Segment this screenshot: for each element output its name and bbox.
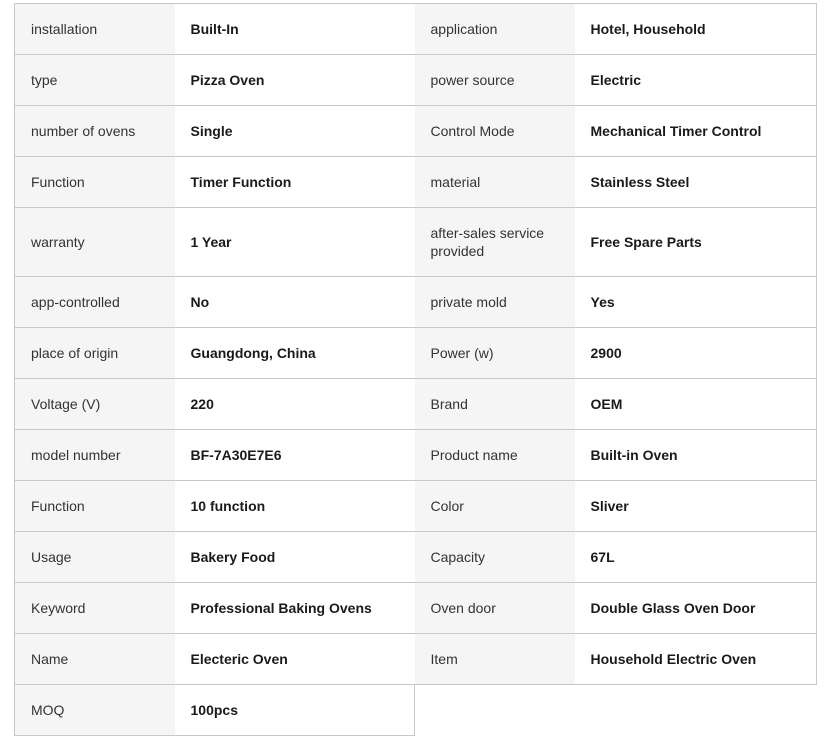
spec-value: Timer Function xyxy=(175,157,415,208)
spec-value: Single xyxy=(175,106,415,157)
spec-label: MOQ xyxy=(15,685,175,736)
spec-row xyxy=(15,685,817,736)
spec-label: installation xyxy=(15,4,175,55)
spec-label: Power (w) xyxy=(415,328,575,379)
spec-value: Bakery Food xyxy=(175,532,415,583)
spec-row xyxy=(15,379,817,430)
spec-row xyxy=(15,4,817,55)
spec-value: Electeric Oven xyxy=(175,634,415,685)
spec-value: 1 Year xyxy=(175,208,415,277)
spec-value: Professional Baking Ovens xyxy=(175,583,415,634)
spec-label: Function xyxy=(15,481,175,532)
spec-row xyxy=(15,634,817,685)
spec-row xyxy=(15,277,817,328)
spec-row xyxy=(15,583,817,634)
spec-row xyxy=(15,532,817,583)
spec-label: Usage xyxy=(15,532,175,583)
spec-label: Oven door xyxy=(415,583,575,634)
spec-row xyxy=(15,430,817,481)
spec-label: Item xyxy=(415,634,575,685)
spec-label: power source xyxy=(415,55,575,106)
spec-label: Capacity xyxy=(415,532,575,583)
spec-value: BF-7A30E7E6 xyxy=(175,430,415,481)
spec-value: Electric xyxy=(575,55,817,106)
spec-row xyxy=(15,55,817,106)
spec-label: Name xyxy=(15,634,175,685)
spec-label: Brand xyxy=(415,379,575,430)
spec-label: place of origin xyxy=(15,328,175,379)
spec-value: Household Electric Oven xyxy=(575,634,817,685)
empty-cell xyxy=(415,685,575,736)
spec-label: app-controlled xyxy=(15,277,175,328)
spec-value: OEM xyxy=(575,379,817,430)
spec-value: Stainless Steel xyxy=(575,157,817,208)
spec-value: Yes xyxy=(575,277,817,328)
spec-row xyxy=(15,481,817,532)
spec-value: Guangdong, China xyxy=(175,328,415,379)
spec-value: Pizza Oven xyxy=(175,55,415,106)
empty-cell xyxy=(575,685,817,736)
spec-value: Sliver xyxy=(575,481,817,532)
spec-value: No xyxy=(175,277,415,328)
spec-label: Keyword xyxy=(15,583,175,634)
spec-label: Product name xyxy=(415,430,575,481)
spec-row xyxy=(15,157,817,208)
spec-row xyxy=(15,328,817,379)
spec-label: Control Mode xyxy=(415,106,575,157)
spec-value: 220 xyxy=(175,379,415,430)
spec-label: number of ovens xyxy=(15,106,175,157)
spec-label: warranty xyxy=(15,208,175,277)
spec-value: 2900 xyxy=(575,328,817,379)
spec-label: type xyxy=(15,55,175,106)
spec-value: Free Spare Parts xyxy=(575,208,817,277)
spec-value: Mechanical Timer Control xyxy=(575,106,817,157)
spec-label: Voltage (V) xyxy=(15,379,175,430)
spec-row xyxy=(15,106,817,157)
spec-label: material xyxy=(415,157,575,208)
spec-value: Built-In xyxy=(175,4,415,55)
spec-row xyxy=(15,208,817,277)
spec-label: Color xyxy=(415,481,575,532)
spec-value: 67L xyxy=(575,532,817,583)
spec-label: application xyxy=(415,4,575,55)
spec-value: 100pcs xyxy=(175,685,415,736)
spec-value: Hotel, Household xyxy=(575,4,817,55)
spec-label: model number xyxy=(15,430,175,481)
spec-value: Double Glass Oven Door xyxy=(575,583,817,634)
spec-label: Function xyxy=(15,157,175,208)
spec-label: private mold xyxy=(415,277,575,328)
spec-value: 10 function xyxy=(175,481,415,532)
spec-value: Built-in Oven xyxy=(575,430,817,481)
product-specs-table xyxy=(14,3,817,736)
spec-label: after-sales service provided xyxy=(415,208,575,277)
